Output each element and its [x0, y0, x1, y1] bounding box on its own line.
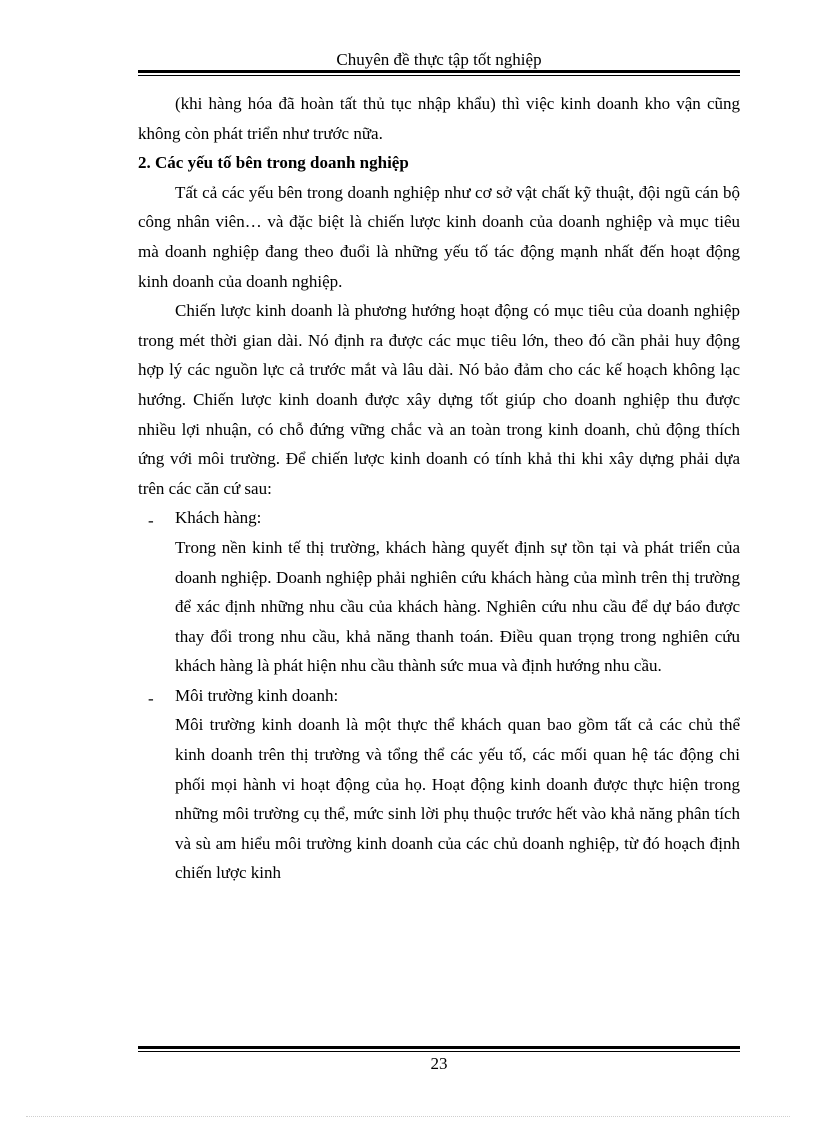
bullet-label: Môi trường kinh doanh: [175, 685, 339, 705]
bullet-item-customers [138, 503, 740, 533]
footer-divider [138, 1046, 740, 1052]
bullet-label: Khách hàng: [175, 508, 262, 528]
page-header-title: Chuyên đề thực tập tốt nghiệp [336, 50, 542, 69]
header-divider [138, 70, 740, 76]
paragraph: Chiến lược kinh doanh là phương hướng hoạt động có mục tiêu của doanh nghiệp trong mét thời gian dài. Nó định ra được các mục tiêu lớn, theo đó cần phải huy động hợp lý các nguồn lực cả trước mắt và lâu dài. Nó bảo đảm cho các kế hoạch không lạc hướng. Chiến lược kinh doanh được xây dựng tốt giúp cho doanh nghiệp thu được nhiều lợi nhuận, có chỗ đứng vững chắc và an toàn trong kinh doanh, chủ động thích ứng với môi trường. Để chiến lược kinh doanh có tính khả thi khi xây dựng phải dựa trên các căn cứ sau: [138, 301, 740, 498]
bullet-item-business-environment [138, 681, 740, 711]
bullet-marker: - [148, 511, 154, 531]
page-body [138, 89, 740, 888]
bullet-paragraph: Môi trường kinh doanh là một thực thể khách quan bao gồm tất cả các chủ thể kinh doanh trên thị trường và tổng thể các yếu tố, các mối quan hệ tác động chi phối mọi hành vi hoạt động của họ. Hoạt động kinh doanh được thực hiện trong những môi trường cụ thể, mức sinh lời phụ thuộc trước hết vào khả năng phân tích và sù am hiểu môi trường kinh doanh của các chủ doanh nghiệp, từ đó hoạch định chiến lược kinh [175, 715, 740, 883]
paragraph: Tất cả các yếu bên trong doanh nghiệp như cơ sở vật chất kỹ thuật, đội ngũ cán bộ công nhân viên… và đặc biệt là chiến lược kinh doanh của doanh nghiệp và mục tiêu mà doanh nghiệp đang theo đuổi là những yếu tố tác động mạnh nhất đến hoạt động kinh doanh của doanh nghiệp. [138, 182, 740, 291]
section-heading: 2. Các yếu tố bên trong doanh nghiệp [138, 153, 409, 173]
page-number: 23 [430, 1054, 448, 1073]
page-edge-divider [26, 1116, 790, 1117]
bullet-marker: - [148, 688, 154, 708]
paragraph-continuation: (khi hàng hóa đã hoàn tất thủ tục nhập khẩu) thì việc kinh doanh kho vận cũng không còn phát triển như trước nữa. [138, 94, 740, 143]
bullet-paragraph: Trong nền kinh tế thị trường, khách hàng quyết định sự tồn tại và phát triển của doanh nghiệp. Doanh nghiệp phải nghiên cứu khách hàng của mình trên thị trường để xác định những nhu cầu của khách hàng. Nghiên cứu nhu cầu để dự báo được thay đổi trong nhu cầu, khả năng thanh toán. Điều quan trọng trong nghiên cứu khách hàng là phát hiện nhu cầu thành sức mua và định hướng nhu cầu. [175, 537, 740, 676]
